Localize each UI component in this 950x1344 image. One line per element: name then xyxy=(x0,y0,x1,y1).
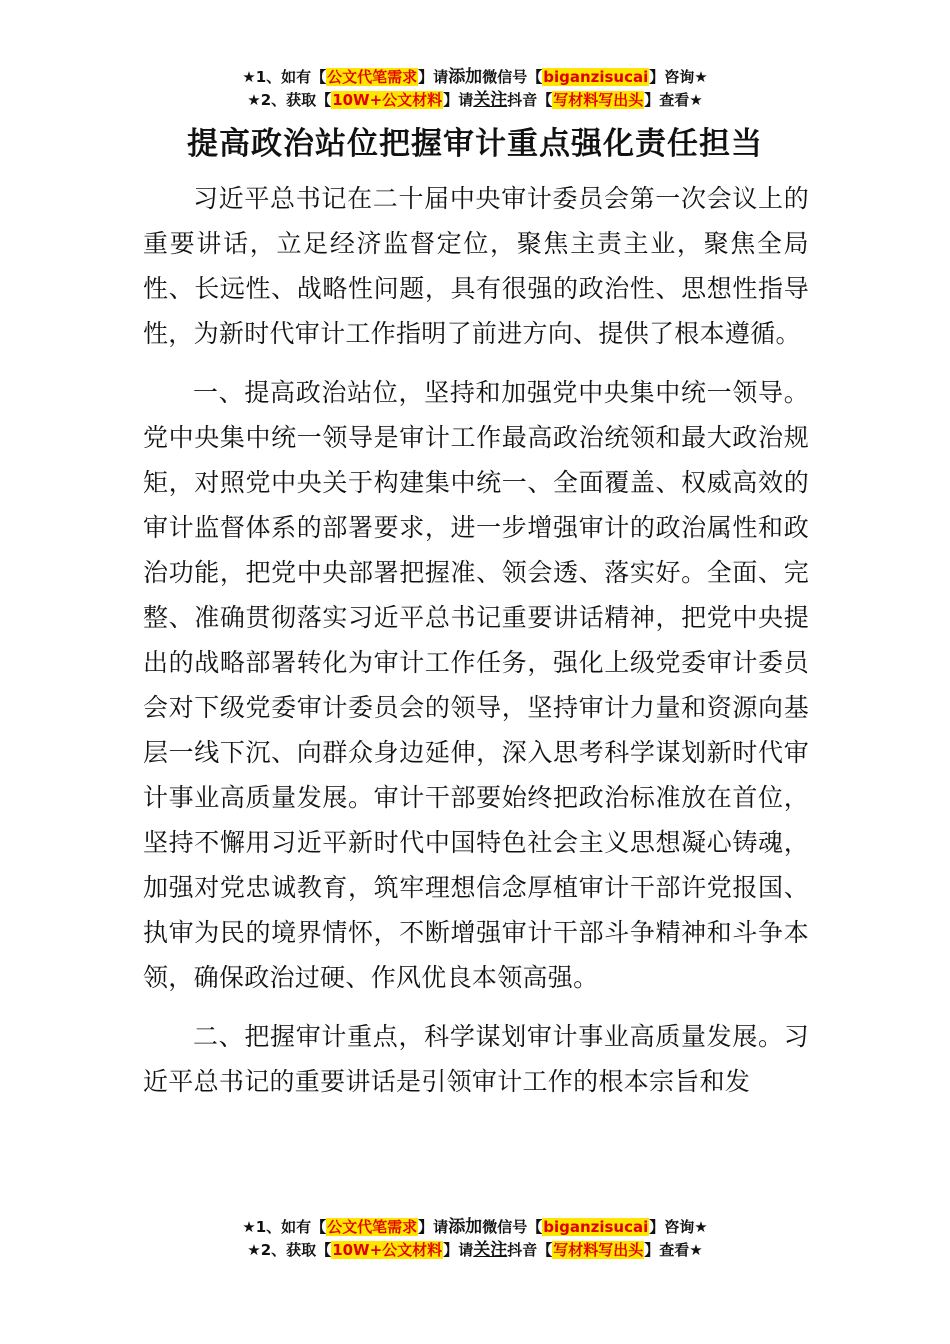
highlight-douyin-account: 写材料写出头 xyxy=(553,91,644,109)
document-body xyxy=(143,176,809,1104)
notice-text: 】请 xyxy=(418,68,449,86)
notice-line-2 xyxy=(0,1239,950,1262)
notice-line-2 xyxy=(0,89,950,112)
highlight-materials-label: 10W+公文材料 xyxy=(332,91,443,109)
notice-text: 】查看★ xyxy=(644,1241,703,1259)
bottom-notice-banner xyxy=(0,1216,950,1262)
highlight-ghostwriting-label: 公文代笔需求 xyxy=(327,68,418,86)
notice-emphasis: 添加 xyxy=(448,67,483,87)
notice-emphasis: 关注 xyxy=(473,90,508,110)
top-notice-banner xyxy=(0,66,950,112)
notice-line-1 xyxy=(0,1216,950,1239)
paragraph-section-2: 二、把握审计重点，科学谋划审计事业高质量发展。习近平总书记的重要讲话是引领审计工作的根本宗旨和发 xyxy=(143,1022,809,1096)
highlight-ghostwriting-label: 公文代笔需求 xyxy=(327,1218,418,1236)
notice-line-1 xyxy=(0,66,950,89)
notice-text: 抖音【 xyxy=(507,1241,553,1259)
highlight-wechat-id: biganzisucai xyxy=(543,68,649,86)
notice-text: ★1、如有【 xyxy=(242,68,327,86)
paragraph-intro: 习近平总书记在二十届中央审计委员会第一次会议上的重要讲话，立足经济监督定位，聚焦主责主业，聚焦全局性、长远性、战略性问题，具有很强的政治性、思想性指导性，为新时代审计工作指明了前进方向、提供了根本遵循。 xyxy=(143,184,809,348)
notice-text: ★1、如有【 xyxy=(242,1218,327,1236)
notice-text: ★2、获取【 xyxy=(247,91,332,109)
notice-text: ★2、获取【 xyxy=(247,1241,332,1259)
highlight-douyin-account: 写材料写出头 xyxy=(553,1241,644,1259)
notice-text: 】请 xyxy=(443,1241,474,1259)
highlight-wechat-id: biganzisucai xyxy=(543,1218,649,1236)
notice-text: 微信号【 xyxy=(482,68,543,86)
notice-text: 】查看★ xyxy=(644,91,703,109)
notice-text: 】咨询★ xyxy=(649,1218,708,1236)
notice-text: 】请 xyxy=(443,91,474,109)
paragraph-section-1: 一、提高政治站位，坚持和加强党中央集中统一领导。党中央集中统一领导是审计工作最高政治统领和最大政治规矩，对照党中央关于构建集中统一、全面覆盖、权威高效的审计监督体系的部署要求，进一步增强审计的政治属性和政治功能，把党中央部署把握准、领会透、落实好。全面、完整、准确贯彻落实习近平总书记重要讲话精神，把党中央提出的战略部署转化为审计工作任务，强化上级党委审计委员会对下级党委审计委员会的领导，坚持审计力量和资源向基层一线下沉、向群众身边延伸，深入思考科学谋划新时代审计事业高质量发展。审计干部要始终把政治标准放在首位，坚持不懈用习近平新时代中国特色社会主义思想凝心铸魂，加强对党忠诚教育，筑牢理想信念厚植审计干部许党报国、执审为民的境界情怀，不断增强审计干部斗争精神和斗争本领，确保政治过硬、作风优良本领高强。 xyxy=(143,378,809,992)
notice-text: 抖音【 xyxy=(507,91,553,109)
highlight-materials-label: 10W+公文材料 xyxy=(332,1241,443,1259)
notice-text: 微信号【 xyxy=(482,1218,543,1236)
notice-emphasis: 关注 xyxy=(473,1240,508,1260)
notice-text: 】咨询★ xyxy=(649,68,708,86)
document-title: 提高政治站位把握审计重点强化责任担当 xyxy=(187,126,763,162)
notice-text: 】请 xyxy=(418,1218,449,1236)
notice-emphasis: 添加 xyxy=(448,1217,483,1237)
